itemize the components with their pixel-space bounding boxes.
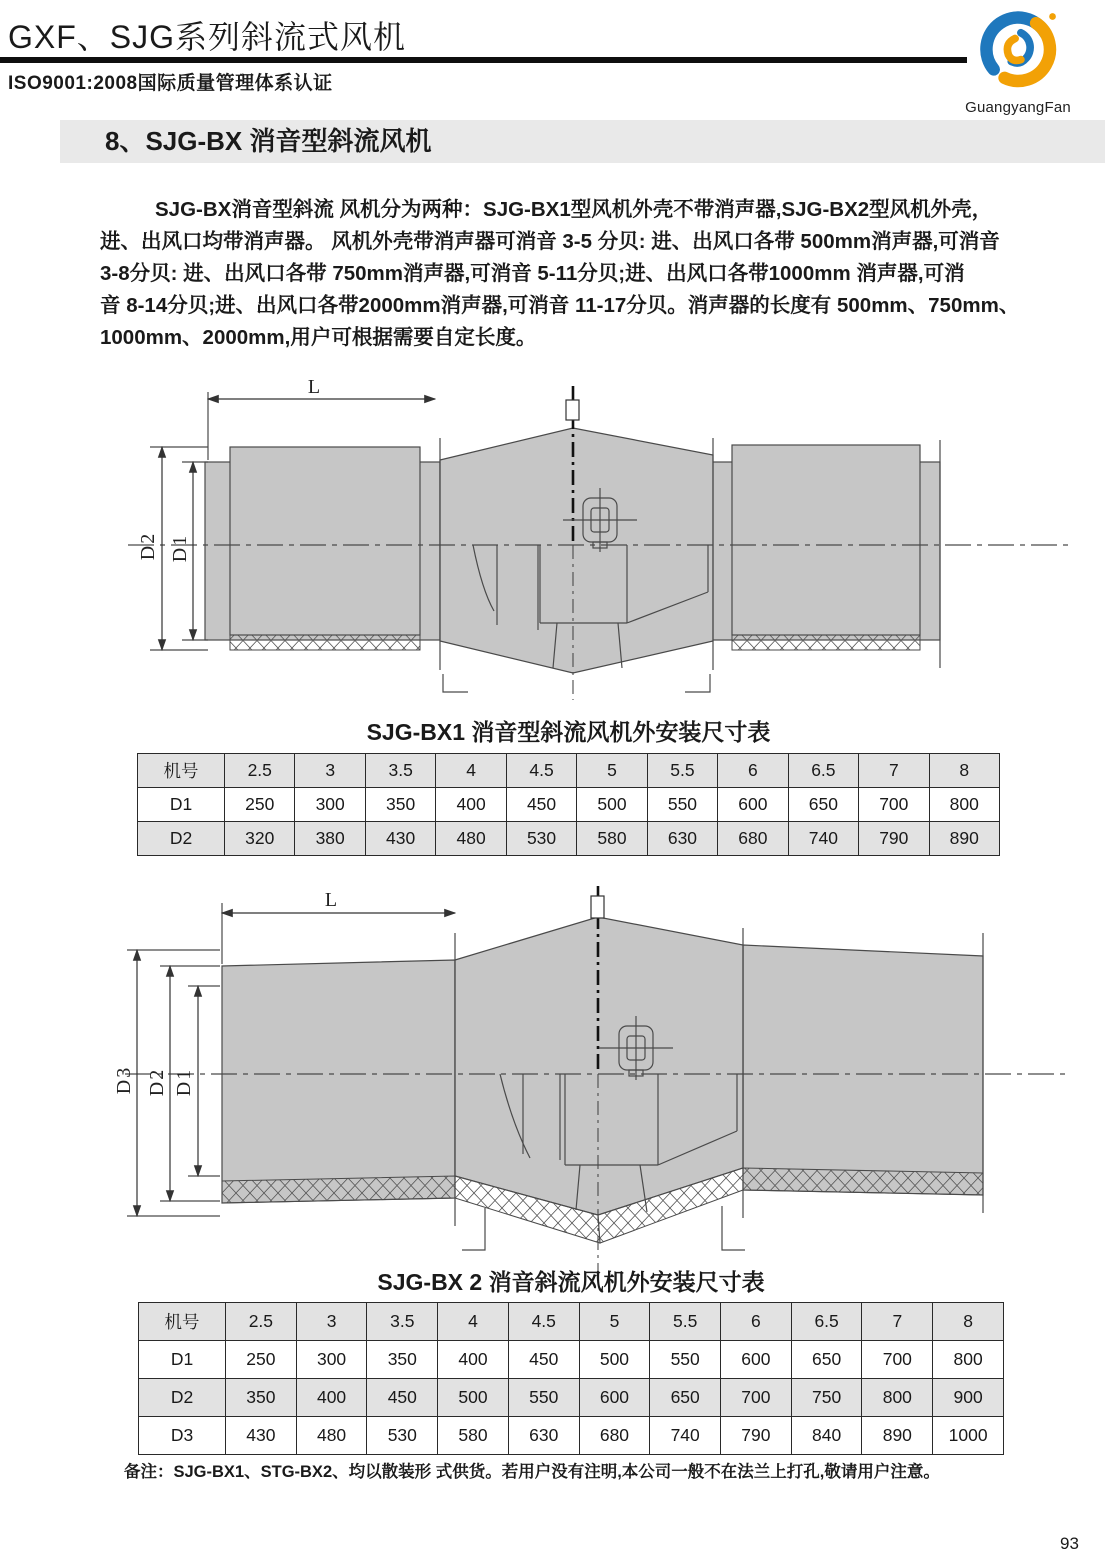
table-header-cell: 6.5 [788,754,858,788]
dim-label-L: L [324,889,340,911]
table-cell: 890 [862,1417,933,1455]
fan-body [440,428,713,673]
table-row-d2 [139,1379,1004,1417]
leader-marks [443,674,710,692]
table-header-cell: 5 [579,1303,650,1341]
intro-line: 3-8分贝: 进、出风口各带 750mm消声器,可消音 5-11分贝;进、出风口各带1000mm 消声器,可消 [100,262,965,285]
table-cell: 650 [650,1379,721,1417]
table-cell: 790 [721,1417,792,1455]
table-row-d3 [139,1417,1004,1455]
table-header-cell: 3 [296,1303,367,1341]
table-cell: 700 [862,1341,933,1379]
table-cell: 400 [436,788,506,822]
table-sjg-bx1-dimensions [137,753,1000,856]
intro-line: 音 8-14分贝;进、出风口各带2000mm消声器,可消音 11-17分贝。消声器的长度有 500mm、750mm、 [100,294,1020,317]
table-cell: 750 [791,1379,862,1417]
dim-label-D1: D1 [173,1067,195,1097]
table-header-cell: 2.5 [225,754,295,788]
table-header-cell: 5.5 [647,754,717,788]
table-cell: 430 [226,1417,297,1455]
table-cell: 480 [436,822,506,856]
page-title: GXF、SJG系列斜流式风机 [8,19,407,55]
table-cell: 400 [296,1379,367,1417]
table-cell: 380 [295,822,365,856]
right-silencer-assembly [705,445,940,650]
table-header-cell: 7 [859,754,929,788]
table-header-cell: 2.5 [226,1303,297,1341]
table-cell: 800 [862,1379,933,1417]
table-cell: 790 [859,822,929,856]
header-divider [0,57,967,63]
fan-diagram-sjg-bx1 [110,378,1075,710]
table-header-cell: 4 [436,754,506,788]
table1-title: SJG-BX1 消音型斜流风机外安装尺寸表 [366,719,771,745]
table-header-cell: 3.5 [365,754,435,788]
table-cell: 680 [579,1417,650,1455]
row-label-cell: D1 [139,1341,226,1379]
table-header-cell: 4.5 [508,1303,579,1341]
table-row-d1 [138,788,1000,822]
row-label-cell: D3 [139,1417,226,1455]
table-cell: 630 [647,822,717,856]
table-cell: 250 [225,788,295,822]
dim-label-D2: D2 [137,531,159,561]
dim-label-D1: D1 [169,533,191,563]
table-cell: 500 [438,1379,509,1417]
table-header-row [139,1303,1004,1341]
table-cell: 530 [506,822,576,856]
left-silencer-assembly [205,447,440,650]
company-logo [956,4,1080,116]
table-header-row [138,754,1000,788]
table-header-cell: 6 [721,1303,792,1341]
table-header-cell: 4 [438,1303,509,1341]
row-label-cell: D2 [139,1379,226,1417]
table-cell: 630 [508,1417,579,1455]
iso-certification-text: ISO9001:2008国际质量管理体系认证 [8,73,333,94]
logo-swirl-icon [970,4,1066,98]
table-cell: 550 [650,1341,721,1379]
table-cell: 250 [226,1341,297,1379]
table-cell: 450 [508,1341,579,1379]
table-cell: 600 [721,1341,792,1379]
table-header-cell: 3.5 [367,1303,438,1341]
table-cell: 700 [721,1379,792,1417]
table-cell: 480 [296,1417,367,1455]
table-cell: 450 [506,788,576,822]
table-cell: 350 [365,788,435,822]
table-cell: 650 [788,788,858,822]
table2-title: SJG-BX 2 消音斜流风机外安装尺寸表 [377,1269,765,1295]
row-label-cell: D1 [138,788,225,822]
table-cell: 890 [929,822,999,856]
section-title-bar [60,120,1105,163]
table-cell: 600 [718,788,788,822]
table-cell: 580 [438,1417,509,1455]
table-cell: 500 [577,788,647,822]
table-cell: 800 [929,788,999,822]
table-cell: 300 [295,788,365,822]
table-cell: 680 [718,822,788,856]
table-cell: 800 [933,1341,1004,1379]
dim-label-D2: D2 [146,1067,168,1097]
table-header-cell: 机号 [138,754,225,788]
logo-text: GuangyangFan [965,99,1071,116]
right-silencer-duct [743,945,983,1195]
table-cell: 1000 [933,1417,1004,1455]
intro-line: SJG-BX消音型斜流 风机分为两种：SJG-BX1型风机外壳不带消声器,SJG-BX2型风机外壳， [155,198,993,221]
table-cell: 580 [577,822,647,856]
fan-diagram-sjg-bx2 [110,878,1075,1278]
table-cell: 700 [859,788,929,822]
table-cell: 400 [438,1341,509,1379]
table-cell: 300 [296,1341,367,1379]
dimension-D1 [173,986,220,1176]
footnote: 备注：SJG-BX1、STG-BX2、均以散装形 式供货。若用户没有注明,本公司一般不在法兰上打孔,敬请用户注意。 [124,1463,940,1481]
table-cell: 500 [579,1341,650,1379]
shaft-symbol [591,896,604,918]
dim-label-L: L [307,378,323,398]
dimension-L [222,889,455,964]
table-header-cell: 8 [933,1303,1004,1341]
intro-paragraph [100,194,1060,354]
table-cell: 350 [367,1341,438,1379]
table-cell: 550 [508,1379,579,1417]
table-header-cell: 7 [862,1303,933,1341]
table-cell: 900 [933,1379,1004,1417]
table-header-cell: 8 [929,754,999,788]
table-cell: 450 [367,1379,438,1417]
left-silencer-duct [222,960,455,1203]
table-cell: 550 [647,788,717,822]
row-label-cell: D2 [138,822,225,856]
table-header-cell: 6 [718,754,788,788]
shaft-symbol [566,400,579,420]
table-cell: 530 [367,1417,438,1455]
page-number: 93 [1060,1534,1079,1553]
table-header-cell: 机号 [139,1303,226,1341]
table-header-cell: 4.5 [506,754,576,788]
table-cell: 740 [650,1417,721,1455]
dimension-D1 [169,462,208,640]
table-cell: 840 [791,1417,862,1455]
table-cell: 320 [225,822,295,856]
dim-label-D3: D3 [113,1065,135,1095]
table-cell: 430 [365,822,435,856]
intro-line: 1000mm、2000mm,用户可根据需要自定长度。 [100,326,537,349]
table-row-d2 [138,822,1000,856]
table-cell: 350 [226,1379,297,1417]
table-row-d1 [139,1341,1004,1379]
section-title: 8、SJG-BX 消音型斜流风机 [105,126,432,156]
table-sjg-bx2-dimensions [138,1302,1004,1455]
table-cell: 650 [791,1341,862,1379]
table-header-cell: 6.5 [791,1303,862,1341]
table-header-cell: 3 [295,754,365,788]
table-cell: 600 [579,1379,650,1417]
table-cell: 740 [788,822,858,856]
intro-line: 进、出风口均带消声器。 风机外壳带消声器可消音 3-5 分贝: 进、出风口各带 500mm消声器,可消音 [100,230,1000,253]
table-header-cell: 5.5 [650,1303,721,1341]
table-header-cell: 5 [577,754,647,788]
